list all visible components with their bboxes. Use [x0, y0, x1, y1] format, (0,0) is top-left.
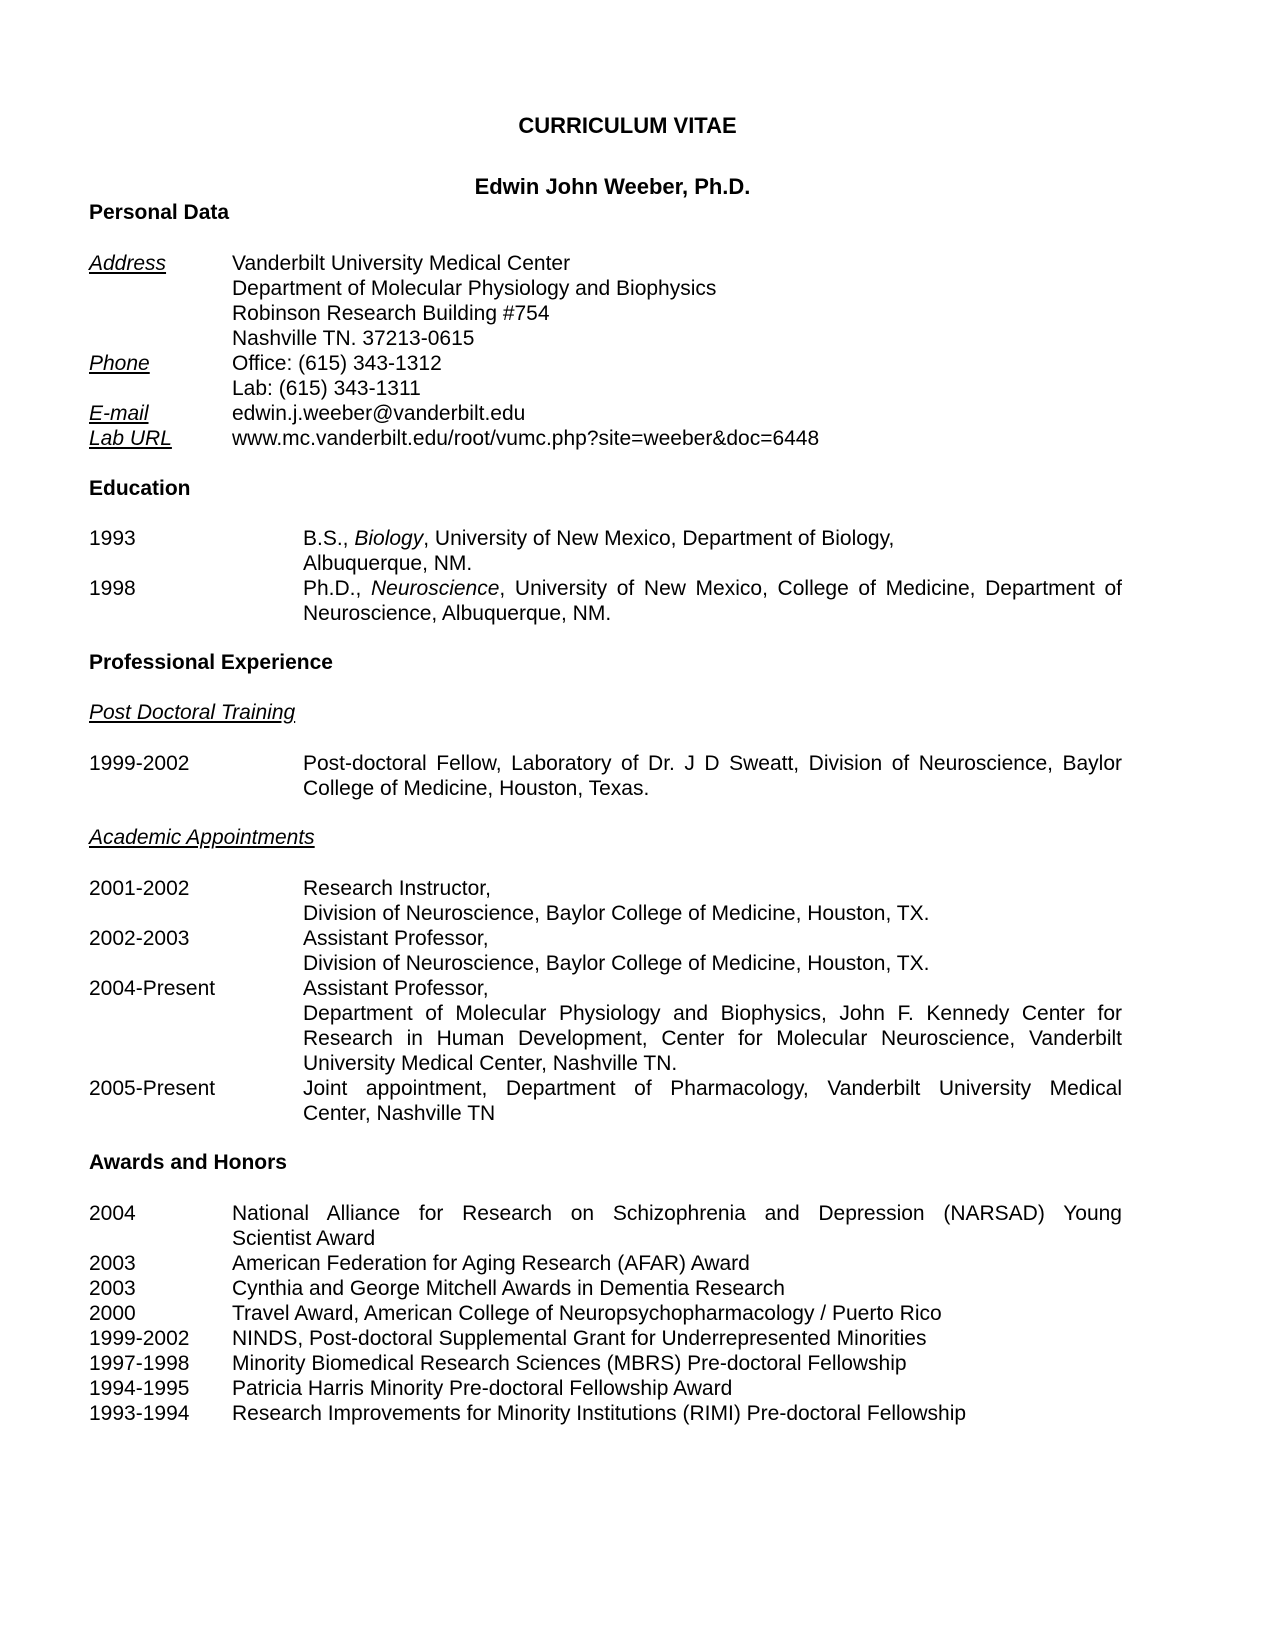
- phone-label: Phone: [89, 352, 150, 375]
- appointment-detail: [303, 976, 1122, 1076]
- award-year: 2003: [89, 1252, 136, 1275]
- address-label: Address: [89, 252, 167, 275]
- award-detail: [232, 1301, 1122, 1326]
- award-line: NINDS, Post-doctoral Supplemental Grant for Underrepresented Minorities: [232, 1327, 927, 1350]
- award-year: 1999-2002: [89, 1327, 190, 1350]
- postdoc-years: 1999-2002: [89, 752, 190, 775]
- appointment-line: Research in Human Development, Center for Molecular Neuroscience, Vanderbilt: [303, 1027, 1122, 1050]
- institution: , University of New Mexico, Department of Biology,: [423, 527, 895, 550]
- appointment-years: 2002-2003: [89, 927, 190, 950]
- address-value: [232, 251, 1122, 351]
- subheading-post-doctoral: Post Doctoral Training: [89, 701, 296, 724]
- person-name-text: Edwin John Weeber, Ph.D.: [474, 174, 751, 199]
- person-name: [0, 174, 1275, 200]
- appointment-line: University Medical Center, Nashville TN.: [303, 1052, 678, 1075]
- appointment-line: Assistant Professor,: [303, 977, 489, 1000]
- section-heading-awards: Awards and Honors: [89, 1151, 287, 1174]
- award-year: 1997-1998: [89, 1352, 190, 1375]
- appointment-years: 2004-Present: [89, 977, 216, 1000]
- address-line: Vanderbilt University Medical Center: [232, 252, 571, 275]
- award-detail: [232, 1376, 1122, 1401]
- appointment-line: Assistant Professor,: [303, 927, 489, 950]
- award-line: American Federation for Aging Research (AFAR) Award: [232, 1252, 750, 1275]
- lab-url-label: Lab URL: [89, 427, 172, 450]
- phone-office: Office: (615) 343-1312: [232, 352, 442, 375]
- phone-value: [232, 351, 1122, 401]
- email-value-wrap: [232, 401, 1122, 426]
- appointment-line: Research Instructor,: [303, 877, 491, 900]
- award-year: 2003: [89, 1277, 136, 1300]
- award-line: Research Improvements for Minority Institutions (RIMI) Pre-doctoral Fellowship: [232, 1402, 967, 1425]
- award-line: Minority Biomedical Research Sciences (MBRS) Pre-doctoral Fellowship: [232, 1352, 907, 1375]
- section-heading-education: Education: [89, 477, 191, 500]
- education-year: 1993: [89, 527, 136, 550]
- lab-url-value-wrap: [232, 426, 1122, 451]
- postdoc-line: College of Medicine, Houston, Texas.: [303, 777, 650, 800]
- appointment-detail: [303, 876, 1122, 926]
- appointment-line: Department of Molecular Physiology and Biophysics, John F. Kennedy Center for: [303, 1002, 1122, 1025]
- appointment-detail: [303, 926, 1122, 976]
- award-year: 2000: [89, 1302, 136, 1325]
- appointment-detail: [303, 1076, 1122, 1126]
- award-detail: [232, 1251, 1122, 1276]
- appointment-line: Joint appointment, Department of Pharmacology, Vanderbilt University Medical: [303, 1077, 1122, 1100]
- section-heading-professional-experience: Professional Experience: [89, 651, 333, 674]
- section-heading-personal-data: Personal Data: [89, 201, 230, 224]
- degree: Ph.D.,: [303, 577, 372, 600]
- address-line: Nashville TN. 37213-0615: [232, 327, 475, 350]
- postdoc-detail: [303, 751, 1122, 801]
- award-line: National Alliance for Research on Schizophrenia and Depression (NARSAD) Young: [232, 1202, 1122, 1225]
- address-line: Robinson Research Building #754: [232, 302, 550, 325]
- email-label: E-mail: [89, 402, 149, 425]
- field: Biology: [354, 527, 424, 550]
- email-link[interactable]: edwin.j.weeber@vanderbilt.edu: [232, 402, 526, 425]
- document-title-text: CURRICULUM VITAE: [518, 113, 737, 138]
- subheading-academic-appointments: Academic Appointments: [89, 826, 315, 849]
- award-detail: [232, 1326, 1122, 1351]
- award-line: Travel Award, American College of Neuropsychopharmacology / Puerto Rico: [232, 1302, 942, 1325]
- phone-lab: Lab: (615) 343-1311: [232, 377, 421, 400]
- award-detail: [232, 1401, 1122, 1426]
- education-line: [303, 576, 1122, 601]
- education-year: 1998: [89, 577, 136, 600]
- award-year: 1993-1994: [89, 1402, 190, 1425]
- appointment-years: 2001-2002: [89, 877, 190, 900]
- appointment-line: Center, Nashville TN: [303, 1102, 496, 1125]
- appointment-years: 2005-Present: [89, 1077, 216, 1100]
- education-line: Neuroscience, Albuquerque, NM.: [303, 602, 612, 625]
- appointment-line: Division of Neuroscience, Baylor College of Medicine, Houston, TX.: [303, 952, 930, 975]
- education-line: [303, 526, 1122, 551]
- education-line: Albuquerque, NM.: [303, 552, 473, 575]
- award-year: 2004: [89, 1202, 136, 1225]
- postdoc-line: Post-doctoral Fellow, Laboratory of Dr. J D Sweatt, Division of Neuroscience, Baylor: [303, 752, 1122, 775]
- document-title: [0, 113, 1275, 139]
- field: Neuroscience: [371, 577, 500, 600]
- award-line: Cynthia and George Mitchell Awards in Dementia Research: [232, 1277, 785, 1300]
- address-line: Department of Molecular Physiology and Biophysics: [232, 277, 717, 300]
- award-year: 1994-1995: [89, 1377, 190, 1400]
- lab-url-link[interactable]: www.mc.vanderbilt.edu/root/vumc.php?site=weeber&doc=6448: [232, 427, 820, 450]
- education-detail: [303, 526, 1122, 576]
- institution: , University of New Mexico, College of Medicine, Department of: [499, 577, 1122, 600]
- award-detail: [232, 1201, 1122, 1251]
- appointment-line: Division of Neuroscience, Baylor College of Medicine, Houston, TX.: [303, 902, 930, 925]
- award-line: Patricia Harris Minority Pre-doctoral Fellowship Award: [232, 1377, 733, 1400]
- award-detail: [232, 1276, 1122, 1301]
- award-detail: [232, 1351, 1122, 1376]
- education-detail: [303, 576, 1122, 626]
- award-line: Scientist Award: [232, 1227, 376, 1250]
- degree: B.S.,: [303, 527, 355, 550]
